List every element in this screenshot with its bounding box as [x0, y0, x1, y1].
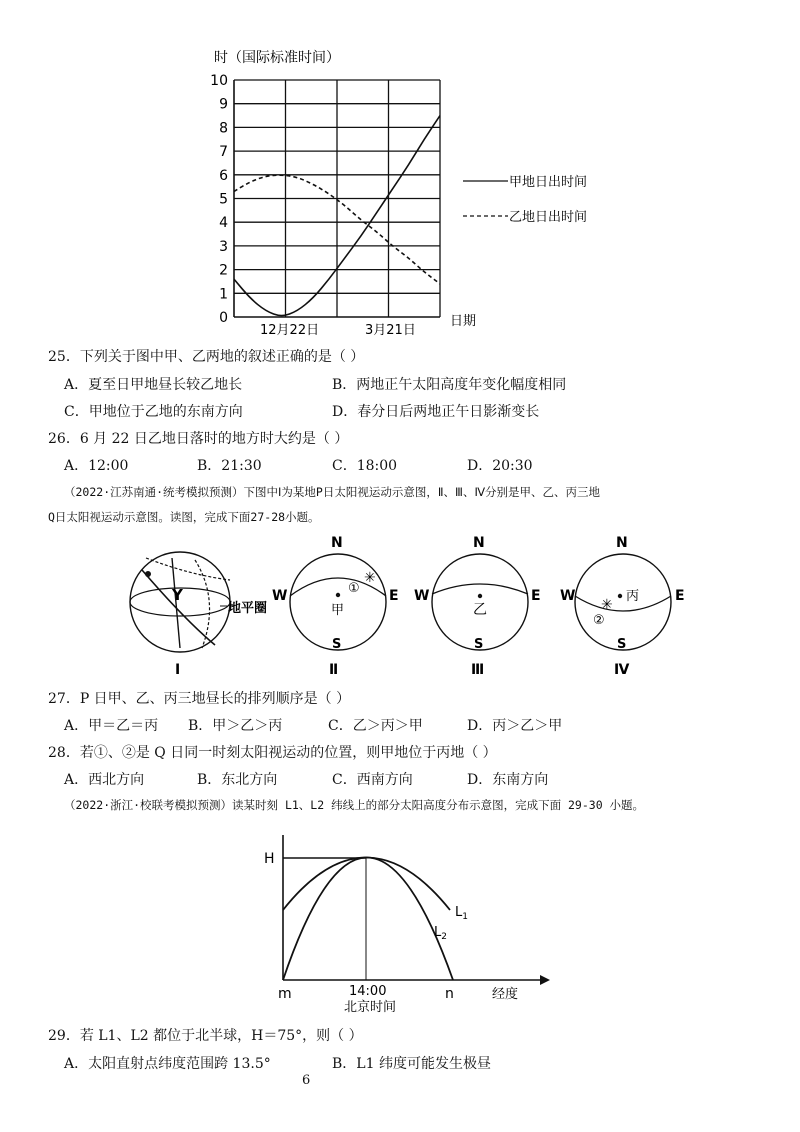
- q25-option-d: D．春分日后两地正午日影渐变长: [332, 404, 540, 420]
- chart1-x-axis-label: 日期: [450, 314, 477, 329]
- intro-29-30: （2022·浙江·校联考模拟预测）读某时刻 L1、L2 纬线上的部分太阳高度分布示意图，完成下面 29-30 小题。: [64, 798, 645, 812]
- q28-option-d: D．东南方向: [467, 772, 549, 788]
- diagram2-e: E: [389, 588, 399, 604]
- q26-option-d: D．20:30: [467, 458, 533, 474]
- chart1-ytick-5: 5: [219, 191, 228, 208]
- diagram2-w: W: [272, 588, 288, 604]
- q27-option-d: D．丙＞乙＞甲: [467, 718, 563, 734]
- sun-star-icon-2: ✳: [601, 597, 613, 613]
- chart1-y-ticks: [210, 73, 228, 326]
- q25-option-b: B．两地正午太阳高度年变化幅度相同: [332, 377, 567, 393]
- q28-option-a: A．西北方向: [64, 772, 145, 788]
- chart1-ytick-4: 4: [219, 215, 228, 232]
- q28-stem: 28．若①、②是 Q 日同一时刻太阳视运动的位置，则甲地位于丙地（ ）: [48, 745, 497, 761]
- chart2-n: n: [445, 986, 454, 1002]
- chart2-x-arrow: [540, 975, 550, 985]
- diagram3-s: S: [474, 637, 484, 652]
- page-number: 6: [302, 1073, 311, 1088]
- q25-option-a: A．夏至日甲地昼长较乙地长: [64, 377, 243, 393]
- diagram4-e: E: [675, 588, 685, 604]
- sunrise-chart: [180, 40, 620, 340]
- diagram3-e: E: [531, 588, 541, 604]
- intro-27-28-line2: Q日太阳视运动示意图。读图，完成下面27-28小题。: [48, 510, 320, 524]
- q29-stem: 29．若 L1、L2 都位于北半球，H＝75°，则（ ）: [48, 1028, 363, 1044]
- q26-option-c: C．18:00: [332, 458, 398, 474]
- q26-option-b: B．21:30: [197, 458, 262, 474]
- legend-yi: 乙地日出时间: [509, 210, 588, 225]
- chart1-title: 时（国际标准时间）: [214, 50, 340, 66]
- diagram3-yi: 乙: [473, 602, 487, 618]
- diagram4-s: S: [617, 637, 627, 652]
- sun-path-diagrams: [120, 530, 720, 680]
- chart2-x-axis-label: 经度: [492, 987, 519, 1002]
- diagram3-n: N: [473, 535, 485, 551]
- diagram4-bing: 丙: [626, 589, 640, 604]
- chart1-ytick-1: 1: [219, 286, 228, 303]
- diagram2-n: N: [331, 535, 343, 551]
- chart1-ytick-7: 7: [219, 144, 228, 161]
- chart1-ytick-0: 0: [219, 310, 228, 326]
- point-p-sun-icon: [145, 571, 151, 577]
- intro-27-28-line1: （2022·江苏南通·统考模拟预测）下图中Ⅰ为某地P日太阳视运动示意图，Ⅱ、Ⅲ、Ⅳ分别是甲、乙、丙三地: [64, 485, 601, 499]
- q25-option-c: C．甲地位于乙地的东南方向: [64, 404, 243, 420]
- diagram4-n: N: [616, 535, 628, 551]
- sun-star-icon: ✳: [364, 570, 376, 586]
- q29-option-b: B．L1 纬度可能发生极昼: [332, 1056, 491, 1072]
- roman-2: Ⅱ: [329, 662, 339, 678]
- legend-jia: 甲地日出时间: [509, 175, 588, 190]
- roman-3: Ⅲ: [471, 662, 485, 678]
- diagram2-jia: 甲: [331, 603, 345, 618]
- diagram3-w: W: [414, 588, 430, 604]
- diagram2-mark1: ①: [348, 581, 360, 596]
- chart1-ytick-8: 8: [219, 120, 228, 137]
- roman-4: Ⅳ: [614, 662, 630, 678]
- q27-stem: 27．P 日甲、乙、丙三地昼长的排列顺序是（ ）: [48, 691, 351, 707]
- chart2-l1: $L_1$: [455, 905, 468, 922]
- q27-option-a: A．甲＝乙＝丙: [64, 718, 159, 734]
- chart1-ytick-2: 2: [219, 262, 228, 279]
- q26-option-a: A．12:00: [64, 458, 129, 474]
- q29-option-a: A．太阳直射点纬度范围跨 13.5°: [64, 1056, 271, 1072]
- chart1-xlabel-mar21: 3月21日: [365, 323, 416, 338]
- chart1-grid: [234, 80, 440, 317]
- q28-option-b: B．东北方向: [197, 772, 278, 788]
- chart2-time: 14:00: [349, 984, 387, 999]
- diagram2-s: S: [332, 637, 342, 652]
- chart1-xlabel-dec22: 12月22日: [260, 323, 320, 338]
- horizon-label: 地平圈: [228, 601, 268, 616]
- roman-1: Ⅰ: [175, 662, 181, 678]
- diagram4-w: W: [560, 588, 576, 604]
- q26-stem: 26．6 月 22 日乙地日落时的地方时大约是（ ）: [48, 431, 349, 447]
- chart2-h: H: [264, 851, 275, 867]
- q28-option-c: C．西南方向: [332, 772, 413, 788]
- diagram1-point-label: Y: [172, 586, 183, 604]
- q27-option-b: B．甲＞乙＞丙: [188, 718, 283, 734]
- diagram-3: [414, 535, 541, 678]
- diagram-1: [130, 552, 267, 678]
- chart1-ytick-9: 9: [219, 96, 228, 113]
- chart1-ytick-6: 6: [219, 167, 228, 184]
- diagram-2: [272, 535, 399, 678]
- diagram4-mark2: ②: [593, 613, 605, 628]
- curve-l2: [283, 858, 453, 981]
- solar-altitude-chart: [250, 825, 570, 1025]
- chart2-l2: $L_2$: [434, 925, 447, 942]
- chart2-time-label: 北京时间: [344, 1000, 397, 1015]
- q25-stem: 25．下列关于图中甲、乙两地的叙述正确的是（ ）: [48, 349, 365, 365]
- q27-option-c: C．乙＞丙＞甲: [328, 718, 423, 734]
- chart1-ytick-3: 3: [219, 238, 228, 255]
- chart1-ytick-10: 10: [210, 73, 228, 89]
- diagram-4: [560, 535, 685, 678]
- chart2-m: m: [278, 986, 292, 1002]
